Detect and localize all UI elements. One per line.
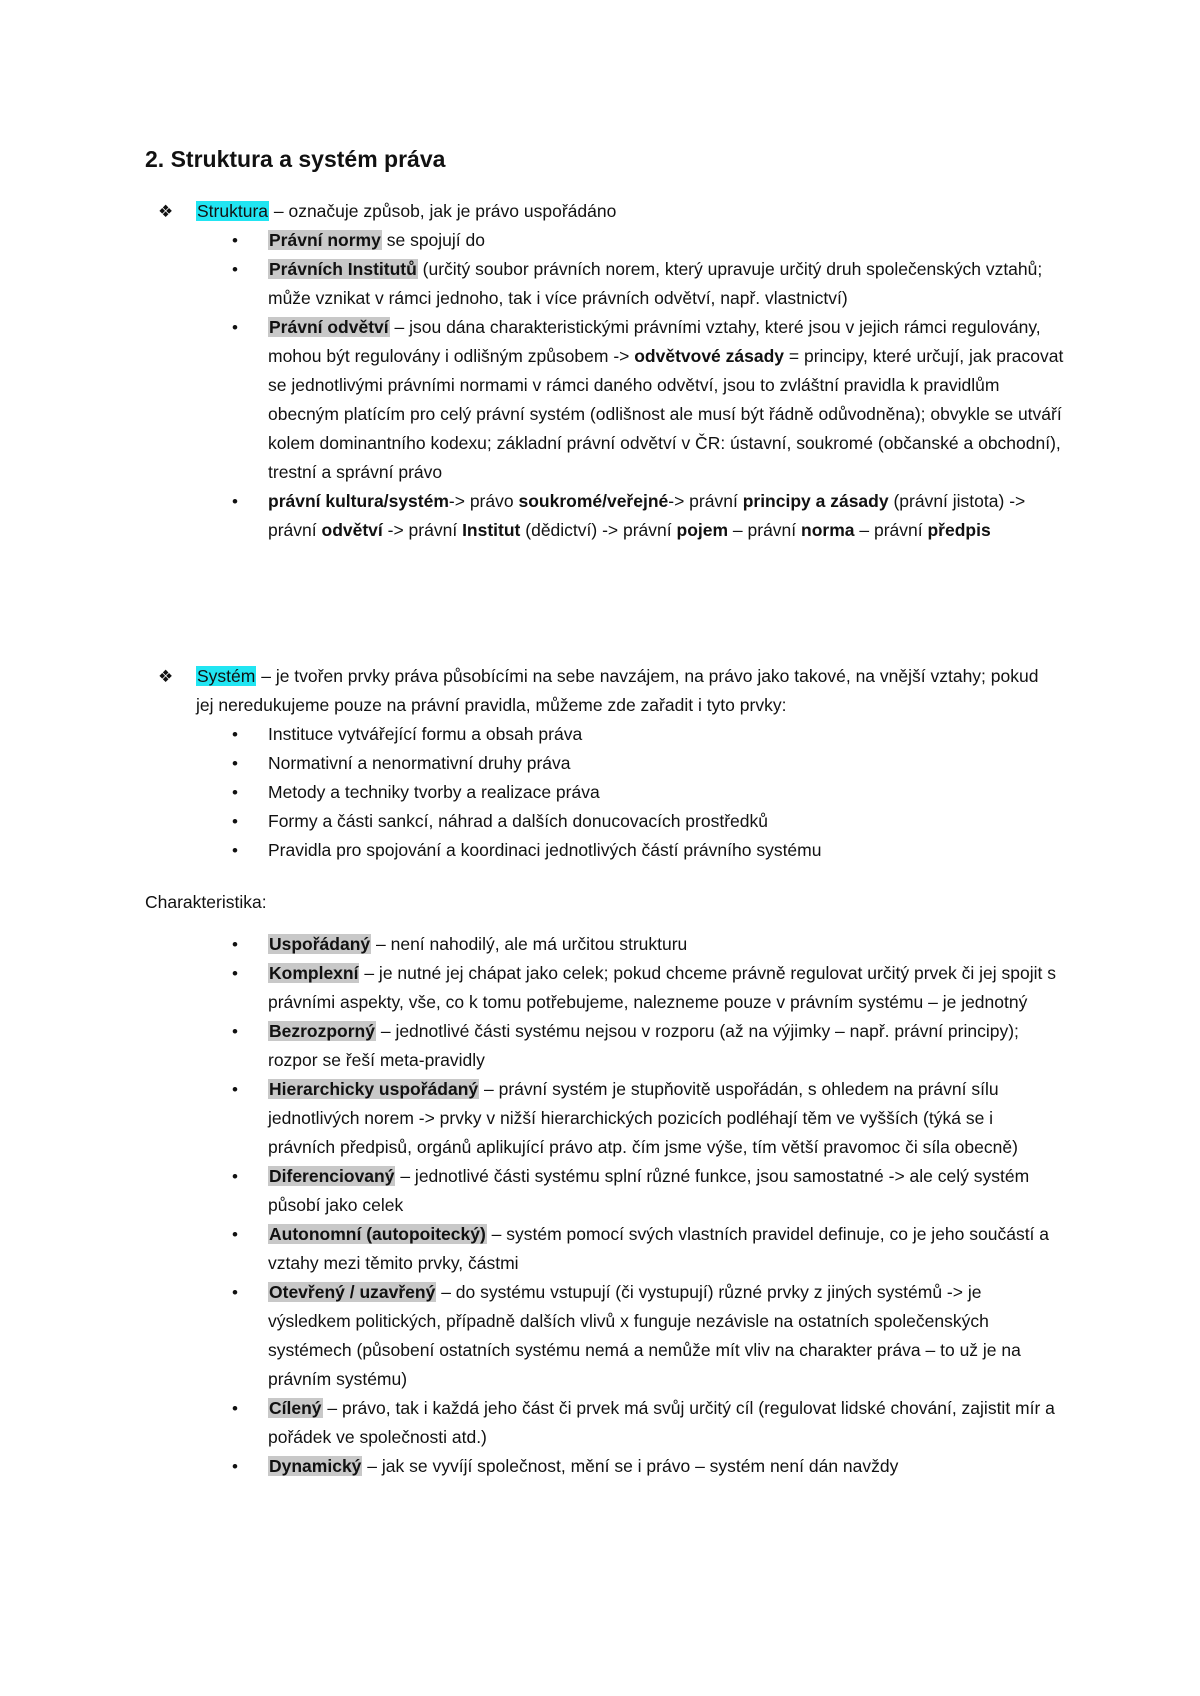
system-term: Systém	[197, 666, 256, 686]
bullet-icon: •	[232, 492, 238, 511]
bullet-icon: •	[232, 783, 238, 802]
list-item: • Instituce vytvářející formu a obsah práva	[0, 720, 1200, 749]
list-item: • Komplexní – je nutné jej chápat jako celek; pokud chceme právně regulovat určitý prvek či jej spojit s právními aspekty, vše, co k tomu potřebujeme, nalezneme pouze v právním systému – je jednotný	[0, 959, 1200, 1017]
struktura-section	[0, 197, 1200, 545]
list-item: • Uspořádaný – není nahodilý, ale má určitou strukturu	[0, 930, 1200, 959]
bullet-icon: •	[232, 725, 238, 744]
bullet-icon: •	[232, 1167, 238, 1186]
bullet-icon: •	[232, 935, 238, 954]
list-item: • Autonomní (autopoitecký) – systém pomocí svých vlastních pravidel definuje, co je jeho součástí a vztahy mezi těmito prvky, částmi	[0, 1220, 1200, 1278]
list-item: • Právních Institutů (určitý soubor právních norem, který upravuje určitý druh společenských vztahů; může vznikat v rámci jednoho, tak i více právních odvětví, např. vlastnictví)	[0, 255, 1200, 313]
struktura-item	[0, 197, 1200, 226]
list-item: • Bezrozporný – jednotlivé části systému nejsou v rozporu (až na výjimky – např. právní principy); rozpor se řeší meta-pravidly	[0, 1017, 1200, 1075]
bullet-icon: •	[232, 1080, 238, 1099]
bullet-icon: •	[232, 1225, 238, 1244]
bullet-icon: •	[232, 964, 238, 983]
list-item: • právní kultura/systém-> právo soukromé/veřejné-> právní principy a zásady (právní jistota) -> právní odvětví -> právní Institut (dědictví) -> právní pojem – právní norma – právní předpis	[0, 487, 1200, 545]
bullet-icon: •	[232, 260, 238, 279]
diamond-bullet-icon: ❖	[158, 667, 174, 686]
bullet-icon: •	[232, 812, 238, 831]
bullet-icon: •	[232, 1399, 238, 1418]
list-item: • Normativní a nenormativní druhy práva	[0, 749, 1200, 778]
bullet-icon: •	[232, 754, 238, 773]
struktura-term: Struktura	[197, 201, 268, 221]
bullet-icon: •	[232, 1283, 238, 1302]
list-item: • Diferenciovaný – jednotlivé části systému splní různé funkce, jsou samostatné -> ale celý systém působí jako celek	[0, 1162, 1200, 1220]
list-item: • Hierarchicky uspořádaný – právní systém je stupňovitě uspořádán, s ohledem na právní sílu jednotlivých norem -> prvky v nižší hierarchických pozicích podléhají těm ve vyšších (týká se i právních předpisů, orgánů aplikující právo atp. čím jsme výše, tím větší pravomoc či síla obecně)	[0, 1075, 1200, 1162]
bullet-icon: •	[232, 231, 238, 250]
struktura-desc: – označuje způsob, jak je právo uspořádáno	[269, 201, 617, 221]
system-desc: – je tvořen prvky práva působícími na sebe navzájem, na právo jako takové, na vnější vztahy; pokud jej neredukujeme pouze na právní pravidla, můžeme zde zařadit i tyto prvky:	[196, 666, 1039, 715]
list-item: • Pravidla pro spojování a koordinaci jednotlivých částí právního systému	[0, 836, 1200, 865]
diamond-bullet-icon: ❖	[158, 202, 174, 221]
list-item: • Otevřený / uzavřený – do systému vstupují (či vystupují) různé prvky z jiných systémů -> je výsledkem politických, případně dalších vlivů x funguje nezávisle na ostatních společenských systémech (působení ostatních systému nemá a nemůže mít vliv na charakter práva – to už je na právním systému)	[0, 1278, 1200, 1394]
bullet-icon: •	[232, 1022, 238, 1041]
list-item: • Formy a části sankcí, náhrad a dalších donucovacích prostředků	[0, 807, 1200, 836]
list-item: • Metody a techniky tvorby a realizace práva	[0, 778, 1200, 807]
system-section	[0, 662, 1200, 865]
charakteristika-heading: Charakteristika:	[145, 892, 267, 912]
system-item	[0, 662, 1200, 720]
list-item: • Právní normy se spojují do	[0, 226, 1200, 255]
page-title: 2. Struktura a systém práva	[145, 146, 446, 172]
list-item: • Dynamický – jak se vyvíjí společnost, mění se i právo – systém není dán navždy	[0, 1452, 1200, 1481]
charakteristika-section	[0, 930, 1200, 1481]
bullet-icon: •	[232, 318, 238, 337]
list-item: • Cílený – právo, tak i každá jeho část či prvek má svůj určitý cíl (regulovat lidské chování, zajistit mír a pořádek ve společnosti atd.)	[0, 1394, 1200, 1452]
bullet-icon: •	[232, 1457, 238, 1476]
list-item: • Právní odvětví – jsou dána charakteristickými právními vztahy, které jsou v jejich rámci regulovány, mohou být regulovány i odlišným způsobem -> odvětvové zásady = principy, které určují, jak pracovat se jednotlivými právními normami v rámci daného odvětví, jsou to zvláštní pravidla k pravidlům obecným platícím pro celý právní systém (odlišnost ale musí být řádně odůvodněna); obvykle se utváří kolem dominantního kodexu; základní právní odvětví v ČR: ústavní, soukromé (občanské a obchodní), trestní a správní právo	[0, 313, 1200, 487]
bullet-icon: •	[232, 841, 238, 860]
